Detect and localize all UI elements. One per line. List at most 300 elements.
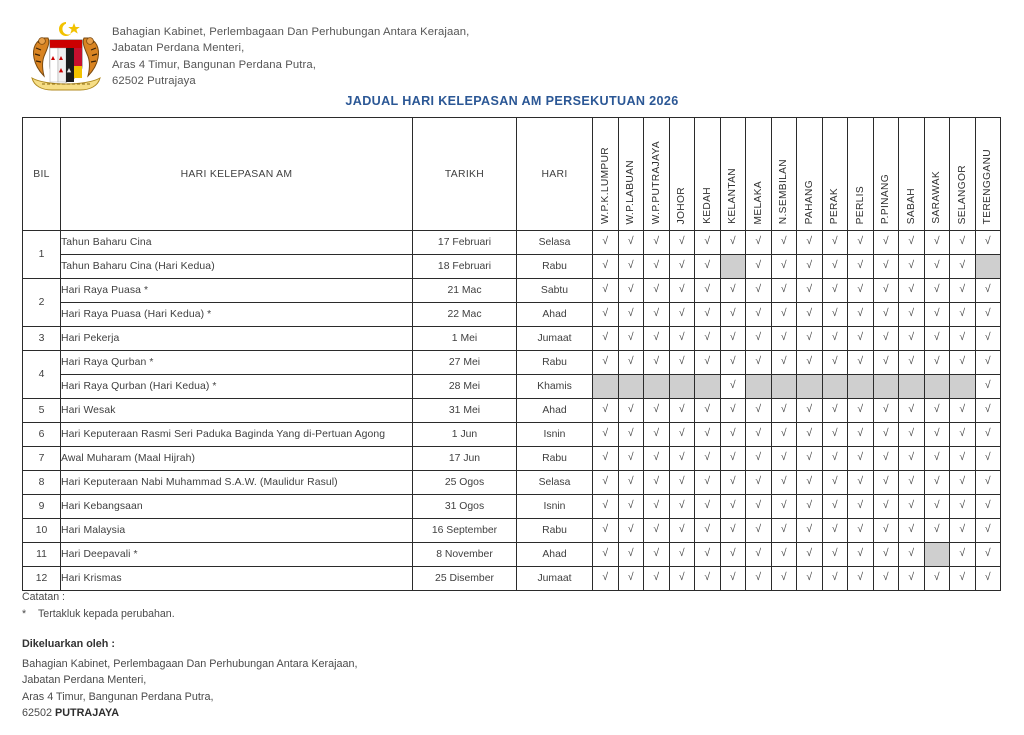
cell-holiday-observed: √ — [618, 495, 644, 519]
cell-holiday-observed: √ — [950, 351, 976, 375]
cell-holiday-observed: √ — [950, 567, 976, 591]
cell-holiday-observed: √ — [924, 231, 950, 255]
cell-date: 25 Ogos — [413, 471, 517, 495]
cell-holiday-observed: √ — [848, 567, 874, 591]
cell-holiday-observed: √ — [644, 303, 670, 327]
cell-holiday-observed: √ — [695, 423, 721, 447]
column-header-state — [797, 118, 823, 231]
cell-holiday-observed: √ — [822, 471, 848, 495]
cell-holiday-observed: √ — [771, 255, 797, 279]
cell-holiday-observed: √ — [669, 303, 695, 327]
cell-holiday-observed: √ — [975, 375, 1001, 399]
cell-holiday-observed: √ — [669, 495, 695, 519]
cell-holiday-observed: √ — [746, 255, 772, 279]
cell-holiday-name: Hari Malaysia — [61, 519, 413, 543]
cell-holiday-observed: √ — [822, 447, 848, 471]
cell-holiday-name: Hari Krismas — [61, 567, 413, 591]
column-header-state — [593, 118, 619, 231]
cell-day: Isnin — [517, 495, 593, 519]
column-header-state — [822, 118, 848, 231]
cell-holiday-observed: √ — [848, 231, 874, 255]
table-row — [23, 447, 1001, 471]
cell-holiday-observed: √ — [593, 327, 619, 351]
cell-holiday-observed: √ — [797, 471, 823, 495]
holiday-schedule-table — [22, 117, 1001, 591]
cell-holiday-observed: √ — [950, 447, 976, 471]
cell-holiday-observed: √ — [975, 423, 1001, 447]
notes-heading: Catatan : — [22, 591, 65, 603]
cell-holiday-observed: √ — [924, 255, 950, 279]
column-header-state — [848, 118, 874, 231]
cell-date: 31 Mei — [413, 399, 517, 423]
cell-holiday-observed: √ — [593, 255, 619, 279]
cell-date: 31 Ogos — [413, 495, 517, 519]
cell-holiday-observed: √ — [644, 423, 670, 447]
cell-holiday-observed: √ — [618, 255, 644, 279]
column-header-state — [975, 118, 1001, 231]
cell-holiday-observed: √ — [848, 423, 874, 447]
cell-holiday-not-observed — [669, 375, 695, 399]
cell-holiday-observed: √ — [720, 279, 746, 303]
column-header-state — [720, 118, 746, 231]
cell-holiday-not-observed — [899, 375, 925, 399]
cell-holiday-observed: √ — [771, 231, 797, 255]
cell-holiday-observed: √ — [822, 327, 848, 351]
cell-holiday-observed: √ — [975, 567, 1001, 591]
cell-holiday-observed: √ — [924, 447, 950, 471]
state-label: KELANTAN — [727, 168, 739, 224]
cell-holiday-observed: √ — [695, 351, 721, 375]
cell-holiday-observed: √ — [975, 327, 1001, 351]
cell-holiday-observed: √ — [669, 231, 695, 255]
malaysia-coat-of-arms-icon — [20, 16, 112, 94]
cell-holiday-observed: √ — [899, 279, 925, 303]
table-row — [23, 279, 1001, 303]
cell-bil: 11 — [23, 543, 61, 567]
cell-holiday-observed: √ — [720, 471, 746, 495]
cell-holiday-observed: √ — [873, 279, 899, 303]
cell-date: 17 Februari — [413, 231, 517, 255]
cell-holiday-observed: √ — [873, 351, 899, 375]
cell-day: Isnin — [517, 423, 593, 447]
cell-holiday-not-observed — [797, 375, 823, 399]
cell-holiday-not-observed — [975, 255, 1001, 279]
state-label: N.SEMBILAN — [778, 158, 790, 224]
cell-holiday-observed: √ — [618, 519, 644, 543]
cell-holiday-observed: √ — [822, 351, 848, 375]
holiday-schedule-table-wrapper — [22, 117, 1000, 591]
cell-holiday-observed: √ — [669, 399, 695, 423]
cell-holiday-observed: √ — [695, 279, 721, 303]
cell-holiday-observed: √ — [644, 519, 670, 543]
cell-date: 17 Jun — [413, 447, 517, 471]
cell-holiday-not-observed — [618, 375, 644, 399]
table-row — [23, 303, 1001, 327]
cell-holiday-observed: √ — [695, 303, 721, 327]
cell-holiday-observed: √ — [695, 495, 721, 519]
table-row — [23, 423, 1001, 447]
cell-holiday-observed: √ — [975, 279, 1001, 303]
issued-by-line-2: Jabatan Perdana Menteri, — [22, 674, 147, 687]
cell-holiday-observed: √ — [695, 255, 721, 279]
cell-date: 16 September — [413, 519, 517, 543]
cell-holiday-observed: √ — [720, 351, 746, 375]
cell-holiday-observed: √ — [899, 399, 925, 423]
state-label: PERLIS — [854, 185, 866, 224]
cell-holiday-observed: √ — [720, 231, 746, 255]
cell-holiday-name: Hari Pekerja — [61, 327, 413, 351]
table-header-row — [23, 118, 1001, 231]
table-row — [23, 231, 1001, 255]
column-header-state — [695, 118, 721, 231]
cell-holiday-name: Hari Keputeraan Rasmi Seri Paduka Baginda Yang di-Pertuan Agong — [61, 423, 413, 447]
cell-holiday-observed: √ — [618, 351, 644, 375]
state-label: W.P.LABUAN — [625, 159, 637, 224]
cell-holiday-observed: √ — [746, 231, 772, 255]
cell-holiday-not-observed — [746, 375, 772, 399]
cell-holiday-observed: √ — [950, 519, 976, 543]
cell-holiday-observed: √ — [899, 327, 925, 351]
cell-day: Selasa — [517, 471, 593, 495]
cell-date: 18 Februari — [413, 255, 517, 279]
cell-holiday-observed: √ — [797, 279, 823, 303]
cell-day: Sabtu — [517, 279, 593, 303]
cell-holiday-observed: √ — [873, 543, 899, 567]
cell-holiday-observed: √ — [771, 351, 797, 375]
cell-holiday-not-observed — [822, 375, 848, 399]
column-header-state — [644, 118, 670, 231]
cell-holiday-observed: √ — [797, 567, 823, 591]
cell-holiday-observed: √ — [771, 495, 797, 519]
cell-holiday-observed: √ — [797, 255, 823, 279]
cell-day: Ahad — [517, 399, 593, 423]
cell-holiday-observed: √ — [669, 423, 695, 447]
cell-holiday-observed: √ — [695, 519, 721, 543]
cell-holiday-observed: √ — [873, 327, 899, 351]
cell-holiday-observed: √ — [593, 231, 619, 255]
cell-holiday-observed: √ — [746, 279, 772, 303]
issued-by-line-1: Bahagian Kabinet, Perlembagaan Dan Perhubungan Antara Kerajaan, — [22, 657, 358, 670]
cell-holiday-observed: √ — [593, 519, 619, 543]
column-header-holiday-name: HARI KELEPASAN AM — [61, 118, 413, 231]
cell-holiday-observed: √ — [822, 567, 848, 591]
state-label: SABAH — [905, 187, 917, 224]
cell-bil: 3 — [23, 327, 61, 351]
cell-holiday-observed: √ — [899, 351, 925, 375]
cell-holiday-observed: √ — [669, 327, 695, 351]
cell-holiday-observed: √ — [618, 471, 644, 495]
cell-holiday-observed: √ — [669, 543, 695, 567]
cell-holiday-observed: √ — [669, 447, 695, 471]
cell-bil: 7 — [23, 447, 61, 471]
cell-holiday-observed: √ — [618, 423, 644, 447]
cell-holiday-observed: √ — [873, 255, 899, 279]
cell-holiday-observed: √ — [720, 303, 746, 327]
note-asterisk: * — [22, 608, 27, 620]
cell-holiday-observed: √ — [771, 327, 797, 351]
address-line-2: Jabatan Perdana Menteri, — [112, 42, 245, 55]
cell-holiday-observed: √ — [822, 495, 848, 519]
cell-holiday-observed: √ — [797, 519, 823, 543]
column-header-state — [873, 118, 899, 231]
issued-by-line-4 — [22, 705, 358, 722]
issued-postcode: 62502 — [22, 707, 56, 720]
cell-holiday-observed: √ — [771, 543, 797, 567]
cell-holiday-observed: √ — [797, 423, 823, 447]
cell-date: 1 Mei — [413, 327, 517, 351]
table-row — [23, 495, 1001, 519]
cell-holiday-observed: √ — [695, 447, 721, 471]
cell-holiday-name: Hari Raya Puasa (Hari Kedua) * — [61, 303, 413, 327]
cell-holiday-observed: √ — [746, 351, 772, 375]
note-text: Tertakluk kepada perubahan. — [38, 608, 175, 620]
cell-holiday-observed: √ — [899, 519, 925, 543]
state-label: P.PINANG — [880, 173, 892, 224]
cell-holiday-observed: √ — [593, 399, 619, 423]
column-header-state — [924, 118, 950, 231]
cell-holiday-not-observed — [695, 375, 721, 399]
cell-holiday-observed: √ — [924, 471, 950, 495]
cell-holiday-observed: √ — [873, 423, 899, 447]
cell-holiday-observed: √ — [593, 303, 619, 327]
cell-holiday-not-observed — [644, 375, 670, 399]
cell-holiday-observed: √ — [848, 471, 874, 495]
cell-bil: 5 — [23, 399, 61, 423]
table-row — [23, 471, 1001, 495]
cell-holiday-observed: √ — [950, 399, 976, 423]
cell-holiday-observed: √ — [644, 471, 670, 495]
state-label: W.P.K.LUMPUR — [599, 146, 611, 224]
cell-holiday-observed: √ — [924, 303, 950, 327]
letterhead — [0, 0, 1024, 92]
cell-holiday-observed: √ — [644, 495, 670, 519]
letterhead-address — [112, 24, 469, 90]
cell-holiday-observed: √ — [771, 447, 797, 471]
issued-by-line-3: Aras 4 Timur, Bangunan Perdana Putra, — [22, 690, 214, 703]
column-header-day: HARI — [517, 118, 593, 231]
cell-holiday-observed: √ — [771, 471, 797, 495]
cell-date: 1 Jun — [413, 423, 517, 447]
cell-holiday-name: Hari Keputeraan Nabi Muhammad S.A.W. (Maulidur Rasul) — [61, 471, 413, 495]
cell-holiday-observed: √ — [975, 495, 1001, 519]
cell-holiday-observed: √ — [771, 303, 797, 327]
cell-holiday-observed: √ — [797, 351, 823, 375]
cell-holiday-observed: √ — [899, 255, 925, 279]
cell-holiday-observed: √ — [822, 303, 848, 327]
cell-holiday-observed: √ — [950, 279, 976, 303]
cell-day: Rabu — [517, 447, 593, 471]
cell-holiday-observed: √ — [797, 447, 823, 471]
cell-holiday-observed: √ — [924, 327, 950, 351]
cell-holiday-observed: √ — [873, 231, 899, 255]
cell-holiday-observed: √ — [618, 399, 644, 423]
cell-holiday-observed: √ — [873, 567, 899, 591]
cell-holiday-observed: √ — [797, 399, 823, 423]
cell-holiday-observed: √ — [797, 327, 823, 351]
cell-holiday-observed: √ — [746, 495, 772, 519]
cell-holiday-observed: √ — [975, 543, 1001, 567]
cell-holiday-observed: √ — [669, 471, 695, 495]
cell-date: 8 November — [413, 543, 517, 567]
state-label: PAHANG — [803, 179, 815, 224]
column-header-state — [669, 118, 695, 231]
cell-holiday-observed: √ — [771, 423, 797, 447]
cell-holiday-observed: √ — [593, 447, 619, 471]
notes-section — [22, 589, 175, 623]
state-label: JOHOR — [676, 186, 688, 224]
cell-bil: 6 — [23, 423, 61, 447]
cell-holiday-observed: √ — [822, 519, 848, 543]
cell-day: Jumaat — [517, 567, 593, 591]
cell-holiday-observed: √ — [975, 231, 1001, 255]
cell-holiday-observed: √ — [618, 327, 644, 351]
cell-holiday-observed: √ — [746, 567, 772, 591]
table-row — [23, 327, 1001, 351]
cell-holiday-observed: √ — [924, 351, 950, 375]
column-header-state — [899, 118, 925, 231]
cell-day: Rabu — [517, 351, 593, 375]
cell-holiday-not-observed — [924, 543, 950, 567]
column-header-state — [618, 118, 644, 231]
cell-holiday-observed: √ — [618, 447, 644, 471]
state-label: KEDAH — [701, 187, 713, 224]
table-row — [23, 351, 1001, 375]
cell-holiday-observed: √ — [720, 519, 746, 543]
issued-by-heading: Dikeluarkan oleh : — [22, 638, 116, 650]
cell-holiday-observed: √ — [720, 399, 746, 423]
address-line-4: 62502 Putrajaya — [112, 75, 196, 88]
cell-holiday-observed: √ — [593, 279, 619, 303]
cell-holiday-observed: √ — [848, 327, 874, 351]
cell-holiday-observed: √ — [618, 279, 644, 303]
cell-holiday-observed: √ — [873, 447, 899, 471]
cell-holiday-not-observed — [720, 255, 746, 279]
cell-holiday-observed: √ — [899, 231, 925, 255]
cell-holiday-observed: √ — [873, 519, 899, 543]
cell-date: 21 Mac — [413, 279, 517, 303]
cell-holiday-observed: √ — [644, 279, 670, 303]
cell-holiday-observed: √ — [975, 471, 1001, 495]
cell-holiday-name: Hari Raya Puasa * — [61, 279, 413, 303]
cell-holiday-observed: √ — [771, 519, 797, 543]
cell-holiday-observed: √ — [822, 279, 848, 303]
cell-holiday-observed: √ — [924, 279, 950, 303]
cell-holiday-observed: √ — [720, 423, 746, 447]
state-label: MELAKA — [752, 180, 764, 224]
cell-holiday-observed: √ — [848, 351, 874, 375]
column-header-state — [746, 118, 772, 231]
cell-holiday-observed: √ — [593, 495, 619, 519]
cell-day: Rabu — [517, 255, 593, 279]
cell-holiday-observed: √ — [950, 423, 976, 447]
cell-holiday-observed: √ — [848, 447, 874, 471]
cell-date: 22 Mac — [413, 303, 517, 327]
cell-holiday-observed: √ — [618, 231, 644, 255]
cell-holiday-observed: √ — [899, 303, 925, 327]
cell-holiday-observed: √ — [720, 447, 746, 471]
cell-date: 27 Mei — [413, 351, 517, 375]
issued-by-section — [22, 636, 358, 722]
cell-holiday-observed: √ — [644, 567, 670, 591]
cell-holiday-observed: √ — [924, 399, 950, 423]
cell-holiday-observed: √ — [771, 567, 797, 591]
cell-holiday-observed: √ — [848, 519, 874, 543]
cell-holiday-observed: √ — [618, 303, 644, 327]
state-label: PERAK — [829, 187, 841, 224]
cell-holiday-name: Hari Raya Qurban * — [61, 351, 413, 375]
address-line-1: Bahagian Kabinet, Perlembagaan Dan Perhubungan Antara Kerajaan, — [112, 26, 470, 38]
cell-bil: 4 — [23, 351, 61, 399]
cell-bil: 8 — [23, 471, 61, 495]
cell-holiday-observed: √ — [873, 399, 899, 423]
cell-holiday-observed: √ — [746, 447, 772, 471]
cell-holiday-observed: √ — [669, 351, 695, 375]
state-label: TERENGGANU — [982, 148, 994, 224]
cell-day: Jumaat — [517, 327, 593, 351]
cell-holiday-observed: √ — [797, 303, 823, 327]
cell-holiday-observed: √ — [899, 423, 925, 447]
cell-holiday-observed: √ — [720, 495, 746, 519]
cell-holiday-observed: √ — [848, 399, 874, 423]
note-item — [22, 606, 175, 623]
table-row — [23, 399, 1001, 423]
cell-holiday-observed: √ — [873, 303, 899, 327]
cell-holiday-name: Hari Raya Qurban (Hari Kedua) * — [61, 375, 413, 399]
cell-holiday-name: Hari Wesak — [61, 399, 413, 423]
table-row — [23, 567, 1001, 591]
cell-holiday-observed: √ — [848, 495, 874, 519]
cell-holiday-observed: √ — [771, 399, 797, 423]
cell-holiday-observed: √ — [593, 351, 619, 375]
cell-bil: 2 — [23, 279, 61, 327]
cell-holiday-observed: √ — [695, 471, 721, 495]
cell-holiday-observed: √ — [593, 567, 619, 591]
cell-day: Khamis — [517, 375, 593, 399]
table-body — [23, 231, 1001, 591]
cell-date: 25 Disember — [413, 567, 517, 591]
cell-holiday-observed: √ — [720, 543, 746, 567]
cell-holiday-observed: √ — [822, 399, 848, 423]
cell-day: Ahad — [517, 303, 593, 327]
cell-holiday-observed: √ — [720, 327, 746, 351]
cell-holiday-name: Hari Kebangsaan — [61, 495, 413, 519]
cell-holiday-not-observed — [593, 375, 619, 399]
cell-holiday-observed: √ — [899, 543, 925, 567]
cell-holiday-observed: √ — [899, 567, 925, 591]
column-header-state — [771, 118, 797, 231]
cell-holiday-observed: √ — [950, 543, 976, 567]
cell-holiday-observed: √ — [950, 471, 976, 495]
cell-holiday-observed: √ — [950, 327, 976, 351]
cell-holiday-observed: √ — [669, 255, 695, 279]
cell-bil: 10 — [23, 519, 61, 543]
cell-holiday-observed: √ — [593, 423, 619, 447]
cell-holiday-name: Tahun Baharu Cina (Hari Kedua) — [61, 255, 413, 279]
cell-holiday-observed: √ — [899, 471, 925, 495]
issued-city: PUTRAJAYA — [55, 707, 120, 720]
cell-holiday-observed: √ — [695, 543, 721, 567]
cell-holiday-observed: √ — [593, 471, 619, 495]
cell-holiday-observed: √ — [848, 543, 874, 567]
cell-holiday-name: Tahun Baharu Cina — [61, 231, 413, 255]
cell-holiday-observed: √ — [618, 567, 644, 591]
cell-holiday-observed: √ — [593, 543, 619, 567]
cell-holiday-observed: √ — [669, 279, 695, 303]
cell-holiday-observed: √ — [848, 303, 874, 327]
cell-holiday-observed: √ — [950, 303, 976, 327]
cell-holiday-observed: √ — [644, 255, 670, 279]
cell-holiday-observed: √ — [644, 351, 670, 375]
